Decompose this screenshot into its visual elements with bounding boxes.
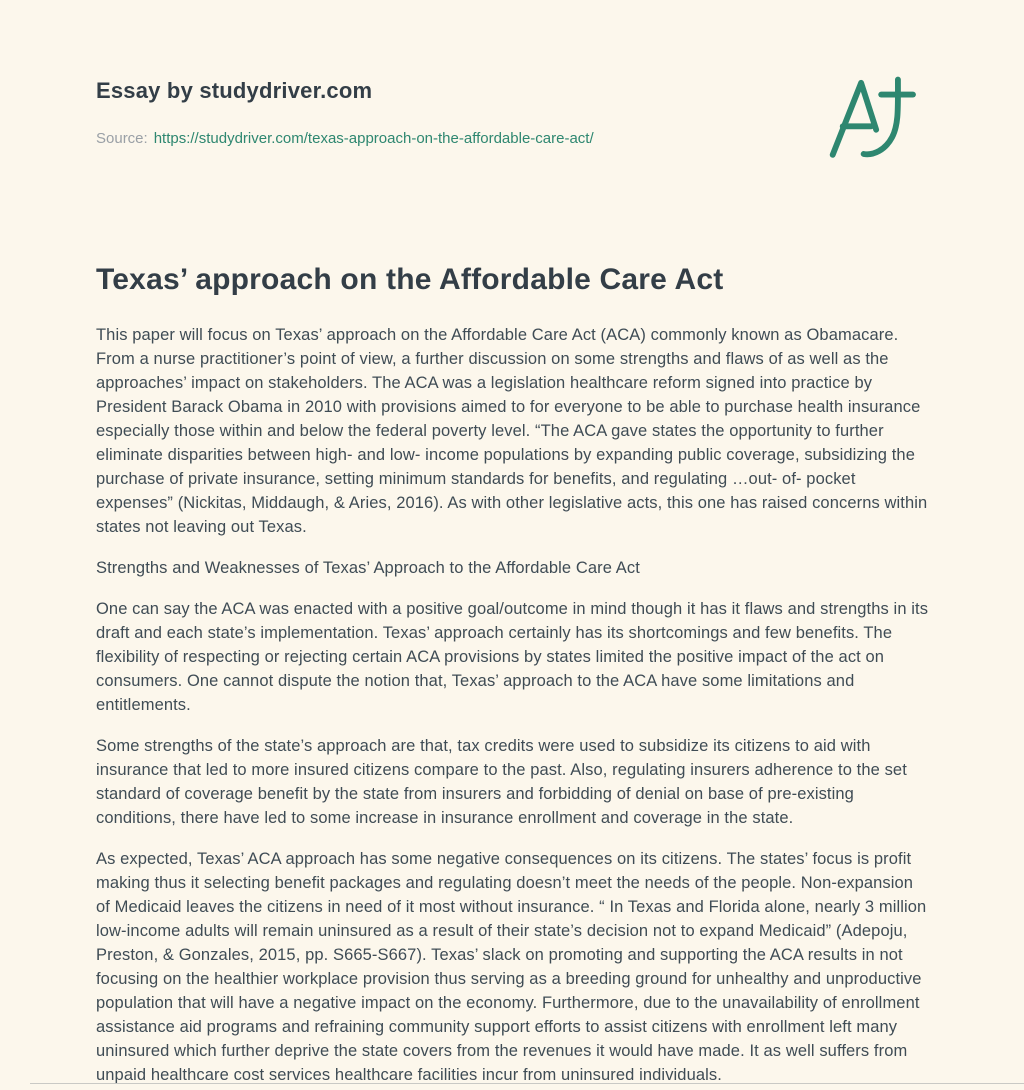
page-header — [96, 78, 930, 147]
studydriver-logo-icon — [826, 72, 918, 164]
source-line — [96, 130, 930, 147]
source-label: Source: — [96, 130, 148, 147]
section-heading: Strengths and Weaknesses of Texas’ Approach to the Affordable Care Act — [96, 559, 640, 577]
essay-paragraph: As expected, Texas’ ACA approach has some negative consequences on its citizens. The states’ focus is profit making thus it selecting benefit packages and regulating doesn’t meet the needs of the people. Non-expansion of Medicaid leaves the citizens in need of it most without insurance. “ In Texas and Florida alone, nearly 3 million low-income adults will remain uninsured as a result of their state’s decision not to expand Medicaid” (Adepoju, Preston, & Gonzales, 2015, pp. S665-S667). Texas’ slack on promoting and supporting the ACA results in not focusing on the healthier workplace provision thus serving as a breeding ground for unhealthy and unproductive population that will have a negative impact on the economy. Furthermore, due to the unavailability of enrollment assistance aid programs and refraining community support efforts to assist citizens with enrollment left many uninsured which further deprive the state covers from the revenues it would have made. It as well suffers from unpaid healthcare cost services healthcare facilities incur from uninsured individuals. — [96, 850, 927, 1084]
page-divider — [30, 1083, 1024, 1084]
essay-paragraph: This paper will focus on Texas’ approach on the Affordable Care Act (ACA) commonly known as Obamacare. From a nurse practitioner’s point of view, a further discussion on some strengths and flaws of as well as the approaches’ impact on stakeholders. The ACA was a legislation healthcare reform signed into practice by President Barack Obama in 2010 with provisions aimed to for everyone to be able to purchase health insurance especially those within and below the federal poverty level. “The ACA gave states the opportunity to further eliminate disparities between high- and low- income populations by expanding public coverage, subsidizing the purchase of private insurance, setting minimum standards for benefits, and regulating …out- of- pocket expenses” (Nickitas, Middaugh, & Aries, 2016). As with other legislative acts, this one has raised concerns within states not leaving out Texas. — [96, 326, 928, 536]
essay-paragraph: One can say the ACA was enacted with a positive goal/outcome in mind though it has it flaws and strengths in its draft and each state’s implementation. Texas’ approach certainly has its shortcomings and few benefits. The flexibility of respecting or rejecting certain ACA provisions by states limited the positive impact of the act on consumers. One cannot dispute the notion that, Texas’ approach to the ACA have some limitations and entitlements. — [96, 600, 929, 714]
essay-byline: Essay by studydriver.com — [96, 78, 373, 103]
essay-paragraph: Some strengths of the state’s approach are that, tax credits were used to subsidize its citizens to aid with insurance that led to more insured citizens compare to the past. Also, regulating insurers adherence to the set standard of coverage benefit by the state from insurers and forbidding of denial on base of pre-existing conditions, there have led to some increase in insurance enrollment and coverage in the state. — [96, 737, 907, 827]
source-link[interactable]: https://studydriver.com/texas-approach-on-the-affordable-care-act/ — [153, 130, 594, 147]
essay-title: Texas’ approach on the Affordable Care Act — [96, 263, 724, 296]
essay-body — [96, 323, 930, 1087]
